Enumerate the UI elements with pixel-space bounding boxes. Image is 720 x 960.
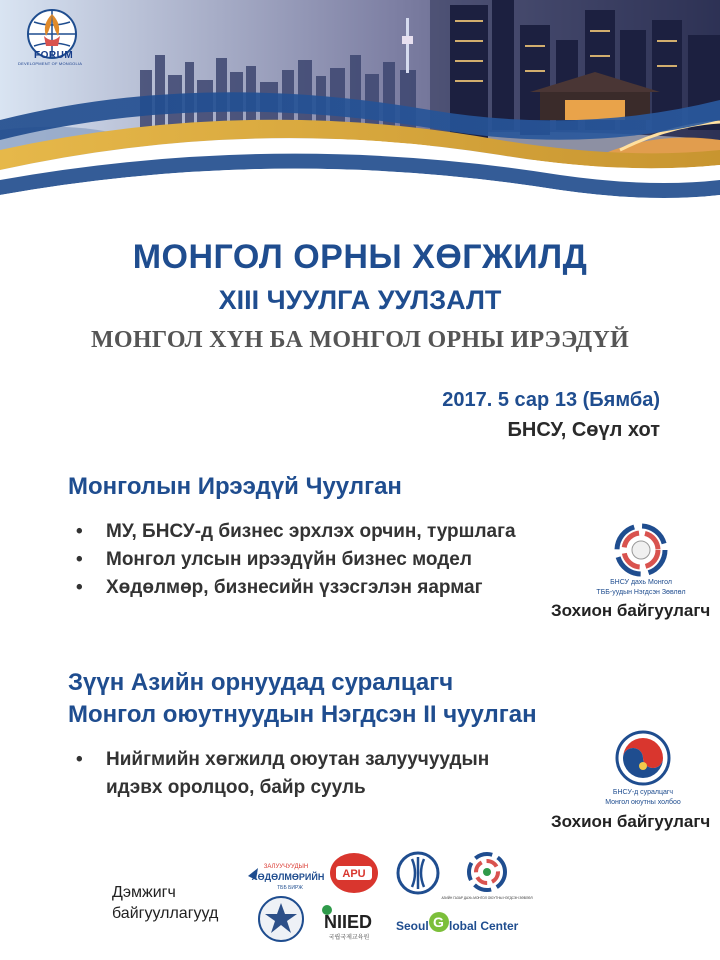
- ngo-logo-line2: ТББ-уудын Нэгдсэн Зөвлөл: [596, 589, 686, 596]
- employment-logo-top: ЗАЛУУЧУУДЫН: [263, 864, 309, 870]
- mongolian-script-logo: [396, 849, 440, 897]
- main-title: МОНГОЛ ОРНЫ ХӨГЖИЛД: [132, 238, 588, 276]
- seoul-global-word1: Seoul: [396, 919, 429, 933]
- session-title: XIII ЧУУЛГА УУЛЗАЛТ: [218, 285, 502, 315]
- forum-logo-subtext: DEVELOPMENT OF MONGOLIA: [18, 61, 83, 66]
- section2-heading-line2: Монгол оюутнуудын Нэгдсэн II чуулган: [68, 701, 537, 728]
- event-date: 2017. 5 сар 13 (Бямба): [442, 389, 660, 411]
- organizer-caption-2: Зохион байгуулагч: [551, 812, 711, 831]
- header-banner: [0, 0, 720, 225]
- event-place: БНСУ, Сөүл хот: [507, 419, 660, 441]
- supporters-label: [112, 882, 218, 924]
- student-union-logo: [590, 728, 696, 808]
- forum-logo: [12, 6, 102, 78]
- section2-heading-line1: Зүүн Азийн орнуудад суралцагч: [68, 669, 454, 696]
- asia-student-council-logo: [441, 846, 533, 908]
- niied-logo: [318, 902, 380, 942]
- supporters-label-line2: байгууллагууд: [112, 905, 219, 922]
- employment-logo-bottom: ТББ БИРЖ: [277, 885, 303, 891]
- asia-council-caption: АЗИЙН ГАЗАР ДАХЬ МОНГОЛ ОЮУТНЫ НЭГДСЭН ЗӨВЛӨЛ: [441, 896, 533, 900]
- niied-logo-text: NIIED: [324, 912, 373, 932]
- supporters-label-line1: Дэмжигч: [112, 884, 176, 901]
- list-item: • Нийгмийн хөгжилд оюутан залуучуудын идэвх оролцоо, байр сууль: [76, 749, 490, 798]
- list-item: • Монгол улсын ирээдүйн бизнес модел: [76, 549, 472, 570]
- list-item: • Хөдөлмөр, бизнесийн үзэсгэлэн яармаг: [76, 577, 483, 598]
- apu-logo: [328, 851, 380, 897]
- ngo-logo-line1: БНСУ дахь Монгол: [610, 579, 672, 586]
- section1-bullet-list: [76, 518, 516, 602]
- section1-heading: Монголын Ирээдүй Чуулган: [68, 473, 402, 500]
- niied-logo-subtext: 국립국제교육원: [328, 935, 370, 941]
- forum-logo-text: FORUM: [34, 50, 74, 61]
- list-item: • МУ, БНСУ-д бизнес эрхлэх орчин, туршлага: [76, 521, 516, 542]
- section2-bullet-list: [76, 746, 489, 802]
- seoul-global-center-logo: [396, 906, 520, 936]
- theme-title: МОНГОЛ ХҮН БА МОНГОЛ ОРНЫ ИРЭЭДҮЙ: [90, 327, 630, 353]
- city-skyline-image: [0, 0, 720, 225]
- organizer-caption-1: Зохион байгуулагч: [551, 601, 711, 620]
- student-logo-line1: БНСУ-д суралцагч: [612, 789, 674, 796]
- seoul-global-g: G: [433, 914, 444, 930]
- employment-logo-text: ХӨДӨЛМӨРИЙН: [251, 872, 325, 882]
- youth-employment-logo: [244, 858, 325, 894]
- apu-logo-text: APU: [342, 868, 366, 880]
- ngo-council-logo: [586, 520, 696, 600]
- student-logo-line2: Монгол оюутны холбоо: [605, 799, 681, 806]
- emblem-logo: [256, 894, 306, 944]
- seoul-global-word2: lobal Center: [449, 919, 519, 933]
